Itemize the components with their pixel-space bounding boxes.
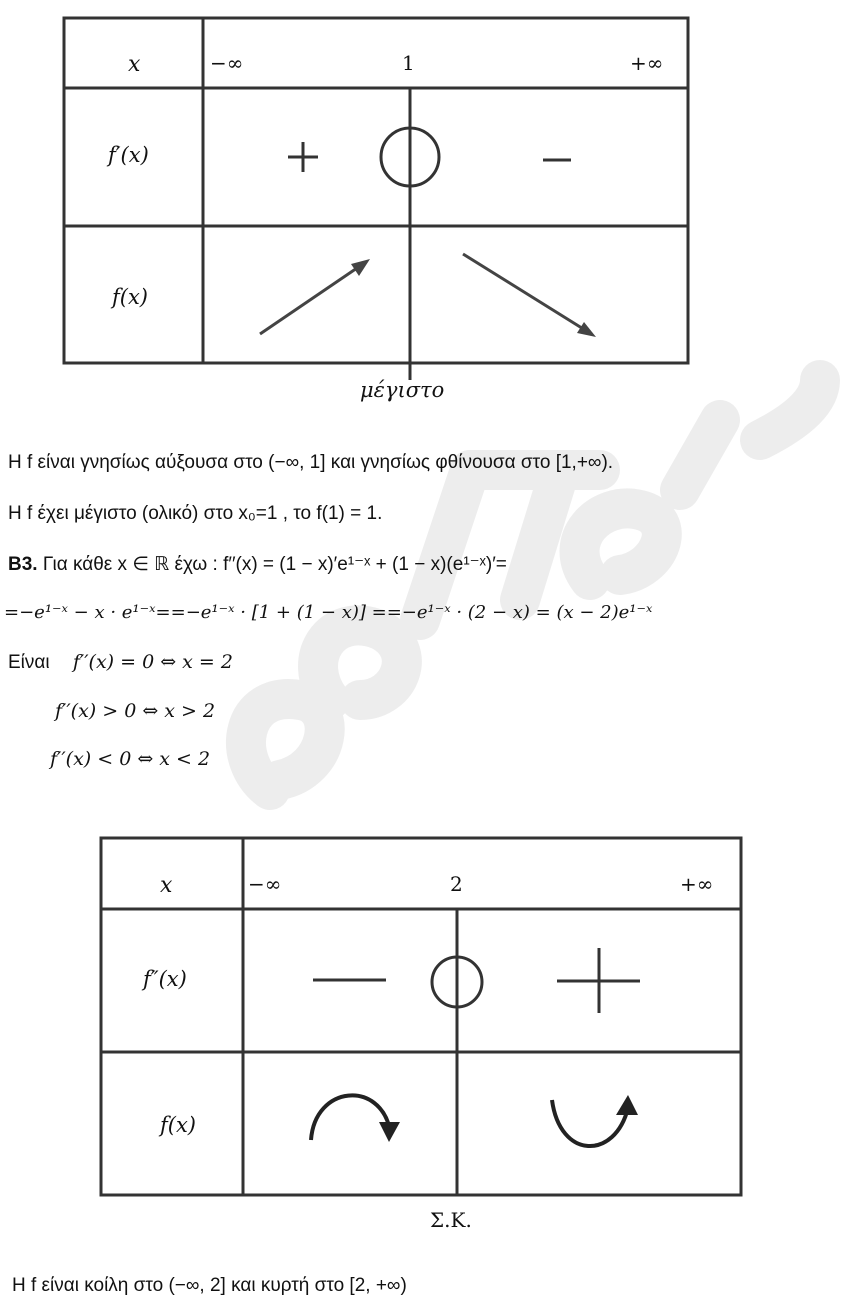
table2-caption: Σ.Κ. (430, 1208, 472, 1232)
section-label-b3: Β3. (8, 554, 38, 575)
table1-row-f-label: f(x) (112, 285, 149, 309)
table1-header-x: x (128, 52, 141, 77)
text-line-concavity: Η f είναι κοίλη στο (−∞, 2] και κυρτή στο [2, +∞) (12, 1275, 407, 1296)
concave-arc-icon (311, 1095, 390, 1140)
table1-pos-inf: +∞ (630, 51, 664, 75)
equation-zero: f′′(x) = 0 ⇔ x = 2 (72, 651, 233, 673)
text-line-second-derivative: Για κάθε x ∈ ℝ έχω : f′′(x) = (1 − x)′e¹⁻ˣ + (1 − x)(e¹⁻ˣ)′= (42, 554, 507, 575)
text-prefix-einai: Είναι (8, 652, 50, 673)
table2-pos-inf: +∞ (680, 872, 714, 896)
table1-neg-inf: −∞ (210, 51, 244, 75)
table1-row-fprime-label: f′(x) (108, 143, 149, 167)
text-line-derivative-calc: =−e¹⁻ˣ − x · e¹⁻ˣ==−e¹⁻ˣ · [1 + (1 − x)] ==−e¹⁻ˣ · (2 − x) = (x − 2)e¹⁻ˣ (4, 602, 653, 623)
table2-critical-point: 2 (450, 872, 463, 896)
table2-row-f-label: f(x) (160, 1113, 197, 1137)
table1-critical-point: 1 (402, 51, 415, 75)
table2-neg-inf: −∞ (248, 872, 282, 896)
convex-arc-icon (552, 1100, 628, 1146)
table2-header-x: x (160, 873, 173, 898)
table1-caption: μέγιστο (360, 378, 445, 402)
equation-negative: f′′(x) < 0 ⇔ x < 2 (50, 748, 211, 770)
text-line-maximum: Η f έχει μέγιστο (ολικό) στο x₀=1 , το f(1) = 1. (8, 503, 383, 524)
text-line-monotonicity: Η f είναι γνησίως αύξουσα στο (−∞, 1] και γνησίως φθίνουσα στο [1,+∞). (8, 452, 614, 473)
table2-row-fsecond-label: f″(x) (143, 967, 187, 991)
equation-positive: f′′(x) > 0 ⇔ x > 2 (55, 700, 216, 722)
